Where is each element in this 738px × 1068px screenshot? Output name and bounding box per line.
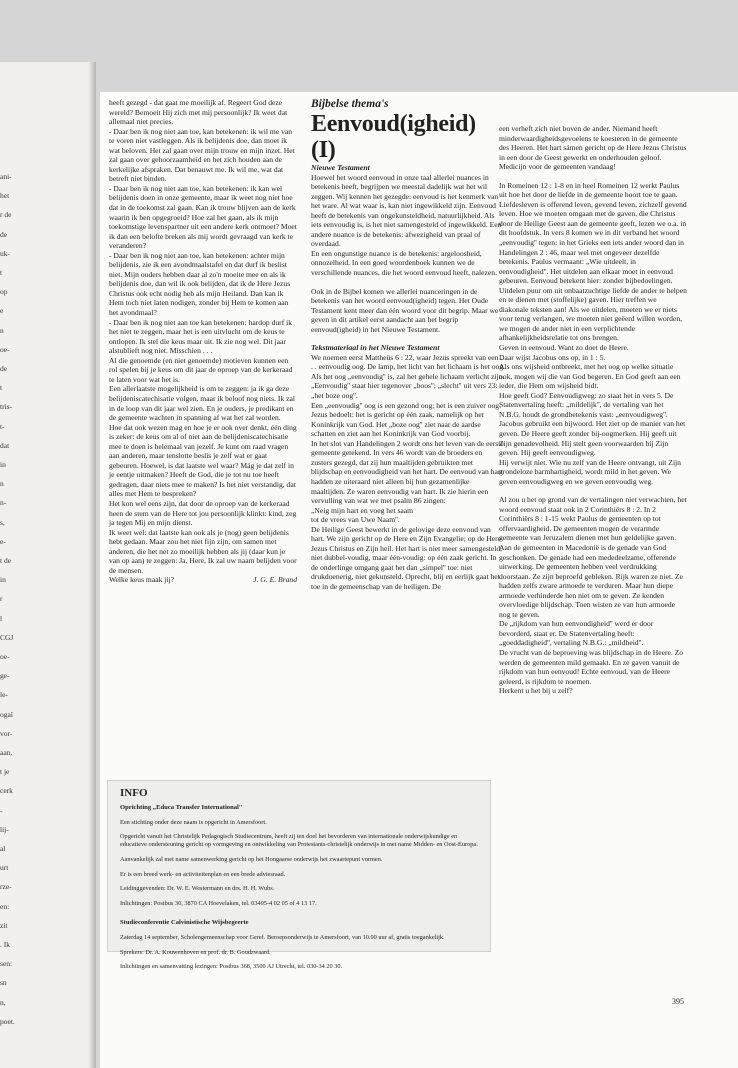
- previous-page-fragment: sen:: [0, 959, 13, 969]
- info-line: Sprekers: Dr. A. Kouwenhoven en prof. dr. B. Goudzwaard.: [120, 948, 271, 956]
- previous-page-fragment: de: [0, 229, 8, 239]
- previous-page-fragment: urt: [0, 863, 9, 873]
- paragraph: Als ons wijsheid ontbreekt, met het oog op welke situatie ook, mogen wij die van God begeren. En God geeft aan een ieder, die Hem om wijsheid bidt.: [499, 362, 681, 391]
- info-line: Er is een breed werk- en activiteitenplan en een brede adviesraad.: [120, 870, 286, 878]
- previous-page-fragment: zit: [0, 920, 8, 930]
- previous-page-fragment: sn: [0, 978, 7, 988]
- previous-page-fragment: in: [0, 575, 6, 585]
- info-line: Aanvankelijk zal met name samenwerking gericht op het Hongaarse onderwijs het zwaartepunt vormen.: [120, 856, 383, 864]
- previous-page-fragment: oe-: [0, 652, 10, 661]
- rubric-title: Bijbelse thema's: [311, 98, 389, 110]
- paragraph: Ook in de Bijbel komen we allerlei nuanceringen in de betekenis van het woord eenvoud(igheid) tegen. Het Oude Testament kent meer dan één woord voor dit begrip. Maar we geven in dit artikel eerst aandacht aan het begrip eenvoud(igheid) in het Nieuwe Testament.: [311, 286, 499, 334]
- previous-page-fragment: n: [0, 479, 4, 489]
- paragraph: Het kon wel eens zijn, dat door de oproep van de kerkeraad heen de stem van de Here tot jou persoonlijk klinkt: kind, zeg ja tegen Mij en mijn dienst.: [109, 498, 297, 528]
- previous-page-fragment: t je: [0, 767, 10, 777]
- paragraph: Hoe geeft God? Eenvoudigweg: zo staat het in vers 5. De Statenvertaling heeft: „mildelijk'', de vertaling van het N.B.G. houdt de grondbetekenis vast: „eenvoudigweg''. Jacobus gebruikt een bijwoord. Het ziet op de manier van het geven. De Heere geeft zonder bij-oogmerken. Hij geeft uit Zijn genadevolheid. Hij stelt geen voorwaarden bij Zijn geven. Hij geeft eenvoudigweg.: [499, 390, 686, 458]
- previous-page-fragment: n: [0, 325, 4, 335]
- paragraph: - Daar ben ik nog niet aan toe kan betekenen: hardop durf ik het niet te zeggen, maar het is een uitvlucht om de keus te ontlopen. Ik stel die keus maar uit. Ik zie nog wel. Dit jaar alstublieft nog niet. Misschien . . .: [109, 317, 293, 356]
- info-line: Opgericht vanuit het Christelijk Pedagogisch Studiecentrum, heeft zij ten doel het bevorderen van internationale onderwijskundige en educatieve ondersteuning gericht op vormgeving en ontwikkeling van Protestants-christelijk onderwijs in met name Midden- en Oost-Europa.: [120, 833, 478, 849]
- paragraph: Daar wijst Jacobus ons op, in 1 : 5.: [499, 352, 606, 362]
- info-line: Inlichtingen: Postbus 30, 3870 CA Hoevelaken, tel. 03495-4 02 05 of 4 13 17.: [120, 899, 317, 907]
- paragraph: Hij verwijt niet. Wie nu zelf van de Heere ontvangt, uit Zijn grondeloze barmhartigheid, wordt mild in het geven. We geven eenvoudigweg en we geven eenvoudig weg.: [499, 457, 681, 486]
- section-heading-nt: Nieuwe Testament: [311, 163, 370, 172]
- previous-page-fragment: l: [0, 613, 3, 623]
- author-name: J. G. E. Brand: [253, 575, 297, 585]
- paragraph: De „rijkdom van hun eenvoudigheid'' werd er door bevorderd, staat er. De Statenvertaling heeft: „goeddadigheid'', vertaling N.B.G.: „mildheid''.: [499, 619, 654, 648]
- info-box: [107, 780, 491, 971]
- letter-column: [109, 98, 297, 585]
- paragraph: De Heilige Geest bewerkt in de gelovige deze eenvoud van hart. We zijn gericht op de Here en Zijn Evangelie; op de Here Jezus Christus en Zijn heil. Het hart is niet meer samengesteld, niet dubbel-voudig, maar één-voudig: op één zaak gericht. In de onderlinge omgang gaat het dan „simpel'' toe: niet drukdoenerig, niet gekunsteld. Oprecht, blij en eerlijk gaat het toe in de gemeenschap van de heiligen. De: [311, 524, 503, 591]
- paragraph: Ik weet wel: dat laatste kan ook als je (nog) geen belijdenis hebt gedaan. Maar zou het niet fijn zijn, om samen met anderen, die het net zo moeilijk hebben als jij (daar kun je van op aan) te zeggen: Ja, Here, Ik zal uw naam belijden voor de mensen.: [109, 527, 297, 575]
- previous-page-fragment: al: [0, 844, 6, 853]
- previous-page-fragment: n,: [0, 997, 6, 1007]
- paragraph: In Romeinen 12 : 1-8 en in heel Romeinen 12 werkt Paulus uit hoe het door de liefde in de gemeente hoort toe te gaan. Liefdesleven is offerend leven, gevend leven, zichzelf gevend leven. Hoe we moeten omgaan met de gaven, die Christus door de Heilige Geest aan de gemeente geeft, lezen we o.a. in dit hoofdstuk. In vers 8 komen we in dit verband het woord „eenvoudig'' tegen: in het Grieks een iets ander woord dan in Handelingen 2 : 46, maar wel met ongeveer dezelfde betekenis. Paulus vermaant: „Wie uitdeelt, in eenvoudigheid''. Het uitdelen aan elkaar moet in eenvoud gebeuren. Eenvoud betekent hier: zonder bijbedoelingen. Uitdelen puur om uit onbaatzuchtige liefde de ander te helpen en te dienen met (stoffelijke) gaven. Hier treffen we diakonale teksten aan! Als we uitdelen, moeten we er niets voor terug verlangen, we moeten niet geëerd willen worden, we mogen de ander niet in een verplichtende afhankelijkheidsrelatie tot ons brengen.: [499, 180, 687, 343]
- page-number: 395: [672, 997, 684, 1006]
- previous-page-fragment: ge-: [0, 671, 10, 681]
- paragraph: We noemen eerst Mattheüs 6 : 22, waar Jezus spreekt van een . . . eenvoudig oog. De lamp, het licht van het lichaam is het oog. Als het oog „eenvoudig'' is, zal het gehele lichaam verlicht zijn. „Eenvoudig'' staat hier tegenover „boos''; „slecht'' uit vers 23: „het boze oog''.: [311, 352, 506, 401]
- previous-page-fragment: oe-: [0, 344, 10, 354]
- info-org1-title: Oprichting „Educa Transfer International'': [120, 804, 243, 811]
- paragraph: een verheft zich niet boven de ander. Niemand heeft minderwaardigheidsgevoelens te koesteren in de gemeente des Heeren. Het hart sámen gericht op de Here Jezus Christus in een door de Geest gewerkt en onderhouden geloof. Medicijn voor de gemeenten vandaag!: [499, 124, 687, 172]
- previous-page-fragment: tris-: [0, 402, 13, 412]
- info-org2-title: Studieconferentie Calvinistische Wijsbegeerte: [120, 919, 249, 927]
- previous-page-fragment: cerk: [0, 786, 13, 796]
- info-line: Leidinggevenden: Dr. W. E. Westermann en drs. H. H. Wubs.: [120, 885, 275, 893]
- info-line: Inlichtingen en samenvatting lezingen: Postbus 368, 3500 AJ Utrecht, tel. 030-34 20 30.: [120, 963, 343, 971]
- previous-page-fragment: ogal: [0, 709, 13, 719]
- page-fold-shadow: [88, 62, 96, 1068]
- paragraph: - Daar ben ik nog niet aan toe, kan betekenen: achter mijn belijdenis, zie ik een avondmaalstafel en dat durf ik beslist niet. Mijn ouders hebben daar al zo'n moeite mee en als ik belijdenis doe, dan wil ik ook belijden, dat ik de Here Jezus Christus ook echt nodig heb als mijn Heiland. Dan kan ik Hem toch niet laten nodigen, zonder bij Hem te komen aan het avondmaal?: [109, 250, 291, 318]
- paragraph: Een allerlaatste mogelijkheid is om te zeggen: ja ik ga deze belijdeniscatechisatie volgen, maar ik beloof nog niets. Ik zal in de loop van dit jaar wel zien. En je ouders, je predikant en de gemeente wachten in spanning af wat het zal worden.: [109, 384, 295, 423]
- previous-page-fragment: de: [0, 364, 8, 373]
- article-column-2: [311, 97, 505, 592]
- paragraph: tot de vrees van Uwe Naam''.: [311, 515, 400, 525]
- paragraph: Geven in eenvoud. Want zo doet de Heere.: [499, 343, 629, 353]
- article-title: Eenvoud(igheid) (I): [311, 111, 476, 163]
- previous-page-fragment: e: [0, 306, 4, 316]
- previous-page-fragment: dat: [0, 440, 10, 450]
- previous-page-fragment: ani-: [0, 172, 12, 181]
- paragraph: Al die genoemde (en niet genoemde) motieven kunnen een rol spelen bij je keus om dit jaar de oproep van de kerkeraad te laten voor wat het is.: [109, 355, 293, 384]
- previous-page-fragment: rze-: [0, 882, 12, 892]
- previous-page-fragment: r: [0, 594, 3, 604]
- info-line: Zaterdag 14 september, Scholengemeenschap voor Geref. Beroepsonderwijs te Amersfoort, van 10.00 uur af, gratis toegankelijk.: [120, 934, 445, 942]
- previous-page-fragment: t-: [0, 421, 5, 431]
- previous-page-fragment: poet.: [0, 1016, 15, 1026]
- previous-page-fragment: n-: [0, 498, 7, 508]
- previous-page-fragment: t: [0, 268, 3, 277]
- paragraph: Een „eenvoudig'' oog is een gezond oog; het is een zuiver oog. Jezus bedoelt: het is gericht op één zaak, namelijk op het Koninkrijk van God. Het „boze oog'' ziet naar de aardse schatten en ziet aan het Koninkrijk van God voorbij.: [311, 400, 501, 439]
- paragraph: Hoewel het woord eenvoud in onze taal allerlei nuances in betekenis heeft, begrijpen we meestal dadelijk wat het wil zeggen. Wij kennen het gezegde: eenvoud is het kenmerk van het ware. Al wat waar is, kan niet ingewikkeld zijn. Eenvoud heeft de betekenis van ongekunsteldheid, natuurlijkheid. Als iets eenvoudig is, is het niet samengesteld of ingewikkeld. Een andere nuance is de betekenis: afwezigheid van praal of overdaad.: [311, 172, 502, 249]
- previous-page-fragment: en:: [0, 901, 10, 911]
- paragraph: - Daar ben ik nog niet aan toe, kan betekenen: ik wil me van te voren niet vastleggen. Als ik belijdenis doe, dan moet ik wat beloven. Het zal gaan over mijn trouw en mijn inzet. Het zal gaan over gehoorzaamheid en het zich houden aan de kerkelijke afspraken. Dat benauwt me. Ik wil me, wat dat betreft niet binden.: [109, 126, 295, 184]
- previous-page-fragment: aan,: [0, 748, 13, 757]
- previous-page-fragment: r de: [0, 210, 12, 220]
- magazine-page: [100, 92, 738, 1068]
- previous-page-strip: [0, 62, 96, 1068]
- previous-page-fragment: t de: [0, 556, 12, 565]
- paragraph: In het slot van Handelingen 2 wordt ons het leven van de eerste gemeente getekend. In vers 46 wordt van de broeders en zusters gezegd, dat zij hun maaltijden gebruikten met blijdschap en eenvoudigheid van het hart. De eenvoud van hart hadden ze uiteraard niet alleen bij hun gezamenlijke maaltijden. Ze waren eenvoudig van hart. Ik zie hierin een vervulling van wat we met psalm 86 zingen:: [311, 438, 504, 506]
- previous-page-fragment: . Ik: [0, 940, 10, 949]
- info-line: Een stichting onder deze naam is opgericht in Amersfoort.: [120, 818, 267, 826]
- previous-page-fragment: CGJ: [0, 632, 14, 642]
- previous-page-fragment: vor-: [0, 728, 13, 738]
- paragraph: „Neig mijn hart en voeg het saam: [311, 505, 414, 515]
- paragraph: Al zou u het op grond van de vertalingen niet verwachten, het woord eenvoud staat ook in 2 Corinthiërs 8 : 2. In 2 Corinthiërs 8 : 1-15 wekt Paulus de gemeenten op tot offervaardigheid. De gemeenten mogen de verarmde gemeente van Jeruzalem dienen met hun geldelijke gaven. Aan de gemeenten in Macedonië is de genade van God geschonken. De genade had een mededeelzame, offerende uitwerking. De gemeenten hebben veel verdrukking doorstaan. Ze zijn beproefd gebleken. Rijk waren ze niet. Ze hadden zelfs zware armoede te verduren. Maar hun diepe armoede verhinderde hen niet om te geven. Ze kenden overvloedige blijdschap. Toen wisten ze van hun armoede nog te geven.: [499, 495, 687, 619]
- signature-line: [109, 575, 297, 585]
- closing-question: Welke keus maak jij?: [109, 575, 174, 585]
- previous-page-fragment: in: [0, 460, 6, 469]
- previous-page-fragment: e-: [0, 536, 6, 546]
- previous-page-fragment: lij-: [0, 824, 9, 834]
- article-column-3: [499, 124, 687, 696]
- previous-page-fragment: uk-: [0, 248, 10, 258]
- previous-page-fragment: s,: [0, 517, 5, 527]
- paragraph: Hoe dat ook wezen mag en hoe je er ook over denkt, één ding is zeker: de keus om al of niet aan de belijdeniscatechisatie mee te doen is helemaal van jezelf. Je kunt om raad vragen aan anderen, maar tenslotte beslis je zelf wat er gaat gebeuren. Hoewel, is dat laatste wel waar? Mág je dat zelf in je eentje uitmaken? Heeft de God, die je tot nu toe heeft gedragen, daar niets mee te maken? Is het niet verstandig, dat alles met Hem te bespreken?: [109, 422, 297, 499]
- paragraph: - Daar ben ik nog niet aan toe, kan betekenen: ik kan wel belijdenis doen in onze gemeente, maar ik weet nog niet hoe dat in de toekomst zal gaan. Kan ik trouw blijven aan de kerk waarin ik ben opgegroeid? Hoe zal het gaan, als ik mijn toekomstige levenspartner uit een andere kerk ontmoet? Moet ik dan een belofte breken als mij wordt gevraagd van kerk te veranderen?: [109, 183, 297, 251]
- paragraph: heeft gezegd - dat gaat me moeilijk af. Regeert God deze wereld? Bemoeit Hij zich met mij persoonlijk? Ik weet dat allemaal niet precies.: [109, 98, 288, 127]
- previous-page-fragment: het: [0, 191, 10, 201]
- previous-page-fragment: -: [0, 805, 3, 815]
- paragraph: De vrucht van de beproeving was blijdschap in de Heere. Zo werden de gemeenten mild gemaakt. En ze gaven vanuit de rijkdom van hun eenvoud! Echte eenvoud, van de Heere geleerd, is rijkdom te noemen.: [499, 647, 684, 686]
- info-heading: INFO: [120, 787, 148, 799]
- paragraph: Herkent u het bij u zelf?: [499, 686, 573, 696]
- previous-page-fragment: op: [0, 287, 8, 297]
- previous-page-fragment: t: [0, 383, 3, 393]
- paragraph: En een ongunstige nuance is de betekenis: argeloosheid, onnozelheid. In een goed woordenboek kunnen we de verschillende nuances, die het woord eenvoud heeft, nalezen.: [311, 248, 497, 278]
- previous-page-fragment: le-: [0, 690, 8, 700]
- section-heading-texts: Tekstmateriaal in het Nieuwe Testament: [311, 343, 440, 353]
